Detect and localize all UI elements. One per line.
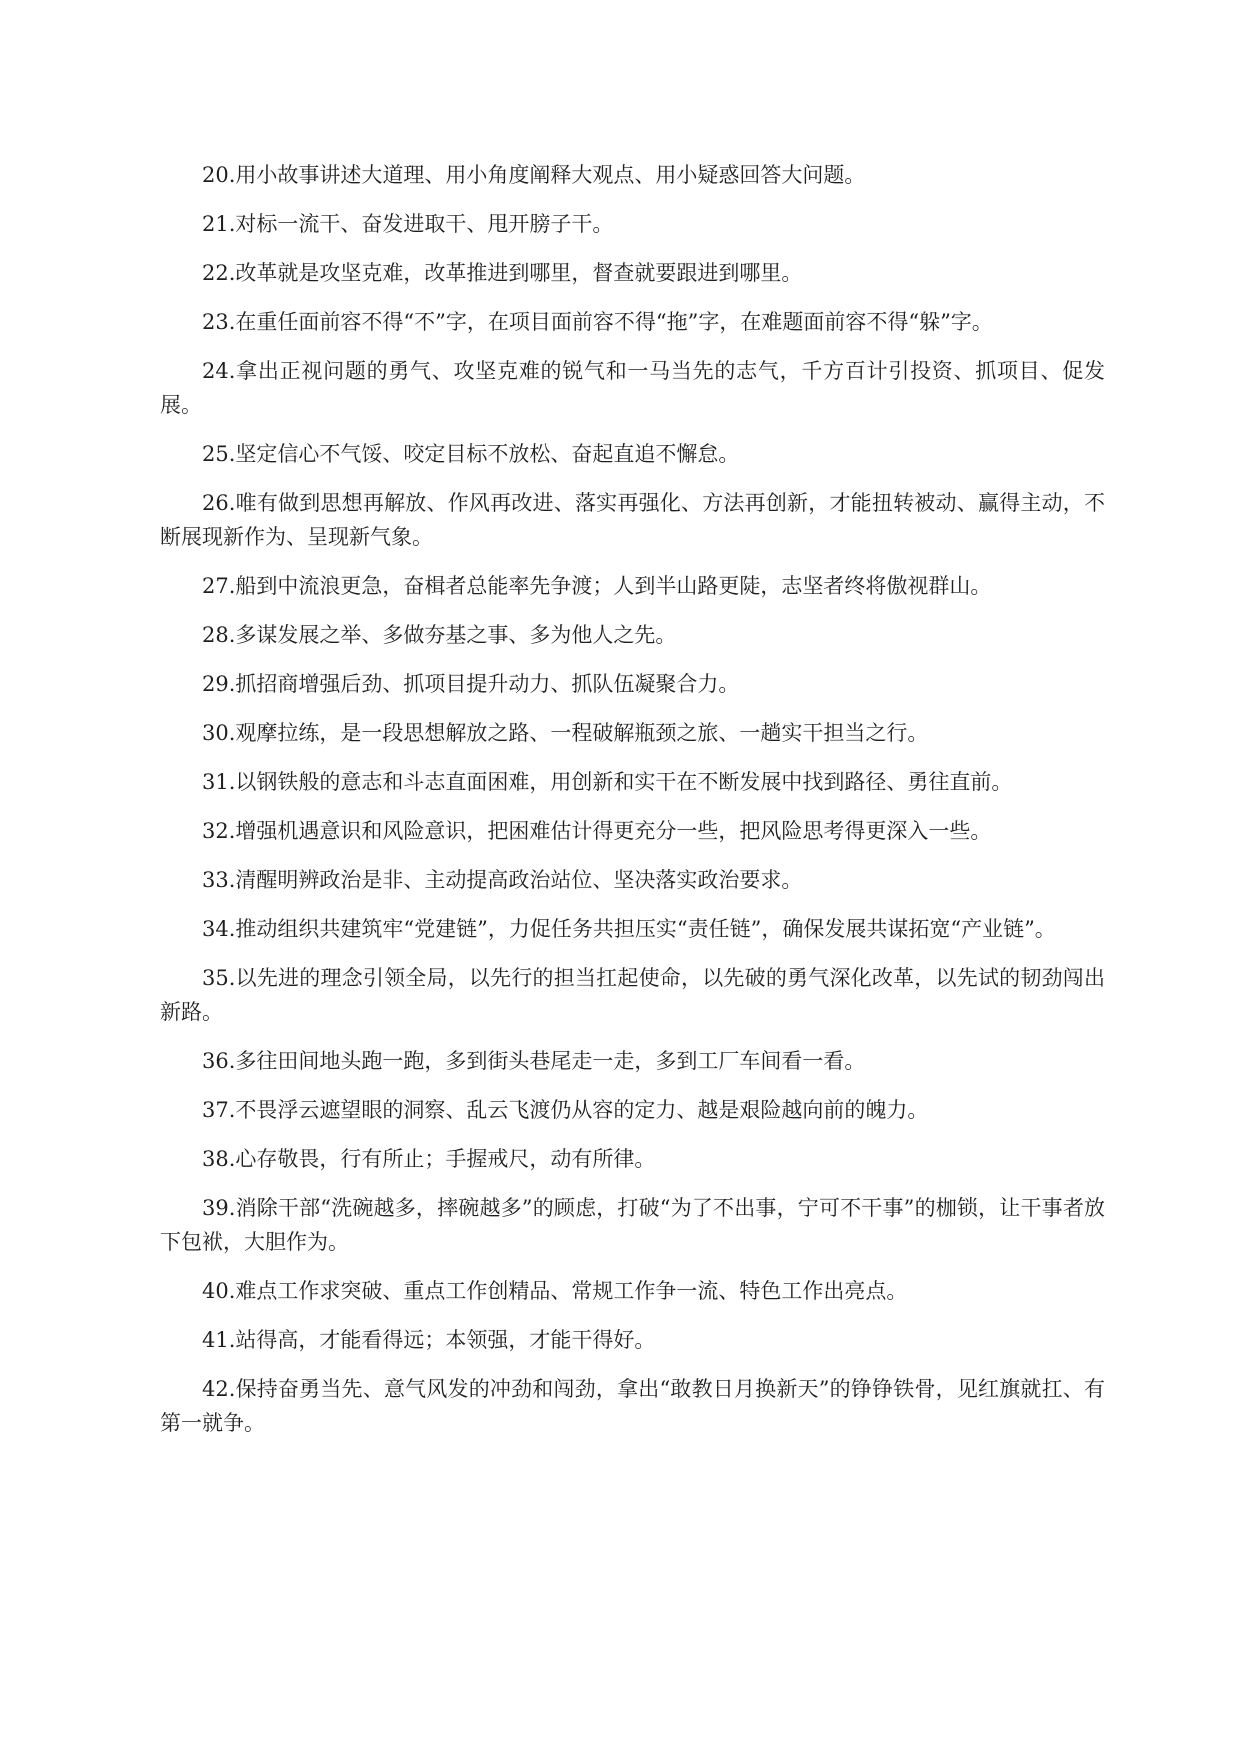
list-item: 28.多谋发展之举、多做夯基之事、多为他人之先。 <box>202 623 677 647</box>
list-item: 38.心存敬畏，行有所止；手握戒尺，动有所律。 <box>202 1147 656 1171</box>
list-item: 36.多往田间地头跑一跑，多到街头巷尾走一走，多到工厂车间看一看。 <box>202 1049 866 1073</box>
list-item: 23.在重任面前容不得“不”字，在项目面前容不得“拖”字，在难题面前容不得“躲”字。 <box>202 310 993 334</box>
list-item: 30.观摩拉练，是一段思想解放之路、一程破解瓶颈之旅、一趟实干担当之行。 <box>202 721 929 745</box>
list-item: 40.难点工作求突破、重点工作创精品、常规工作争一流、特色工作出亮点。 <box>202 1279 908 1303</box>
list-item: 26.唯有做到思想再解放、作风再改进、落实再强化、方法再创新，才能扭转被动、赢得主动，不断展现新作为、呈现新气象。 <box>160 491 1105 549</box>
list-item: 20.用小故事讲述大道理、用小角度阐释大观点、用小疑惑回答大问题。 <box>202 163 866 187</box>
list-item: 39.消除干部“洗碗越多，摔碗越多”的顾虑，打破“为了不出事，宁可不干事”的枷锁，让干事者放下包袱，大胆作为。 <box>160 1196 1105 1254</box>
list-item: 29.抓招商增强后劲、抓项目提升动力、抓队伍凝聚合力。 <box>202 672 740 696</box>
list-item: 27.船到中流浪更急，奋楫者总能率先争渡；人到半山路更陡，志坚者终将傲视群山。 <box>202 574 992 598</box>
list-item: 24.拿出正视问题的勇气、攻坚克难的锐气和一马当先的志气，千方百计引投资、抓项目、促发展。 <box>160 359 1105 417</box>
list-item: 41.站得高，才能看得远；本领强，才能干得好。 <box>202 1328 656 1352</box>
list-item: 25.坚定信心不气馁、咬定目标不放松、奋起直追不懈怠。 <box>202 442 740 466</box>
document-body <box>160 158 1105 1455</box>
list-item: 37.不畏浮云遮望眼的洞察、乱云飞渡仍从容的定力、越是艰险越向前的魄力。 <box>202 1098 929 1122</box>
list-item: 31.以钢铁般的意志和斗志直面困难，用创新和实干在不断发展中找到路径、勇往直前。 <box>202 770 1013 794</box>
list-item: 42.保持奋勇当先、意气风发的冲劲和闯劲，拿出“敢教日月换新天”的铮铮铁骨，见红旗就扛、有第一就争。 <box>160 1377 1105 1435</box>
list-item: 33.清醒明辨政治是非、主动提高政治站位、坚决落实政治要求。 <box>202 868 803 892</box>
list-item: 32.增强机遇意识和风险意识，把困难估计得更充分一些，把风险思考得更深入一些。 <box>202 819 992 843</box>
list-item: 22.改革就是攻坚克难，改革推进到哪里，督查就要跟进到哪里。 <box>202 261 803 285</box>
list-item: 35.以先进的理念引领全局，以先行的担当扛起使命，以先破的勇气深化改革，以先试的韧劲闯出新路。 <box>160 966 1105 1024</box>
list-item: 34.推动组织共建筑牢“党建链”，力促任务共担压实“责任链”，确保发展共谋拓宽“产业链”。 <box>202 917 1056 941</box>
list-item: 21.对标一流干、奋发进取干、甩开膀子干。 <box>202 212 614 236</box>
